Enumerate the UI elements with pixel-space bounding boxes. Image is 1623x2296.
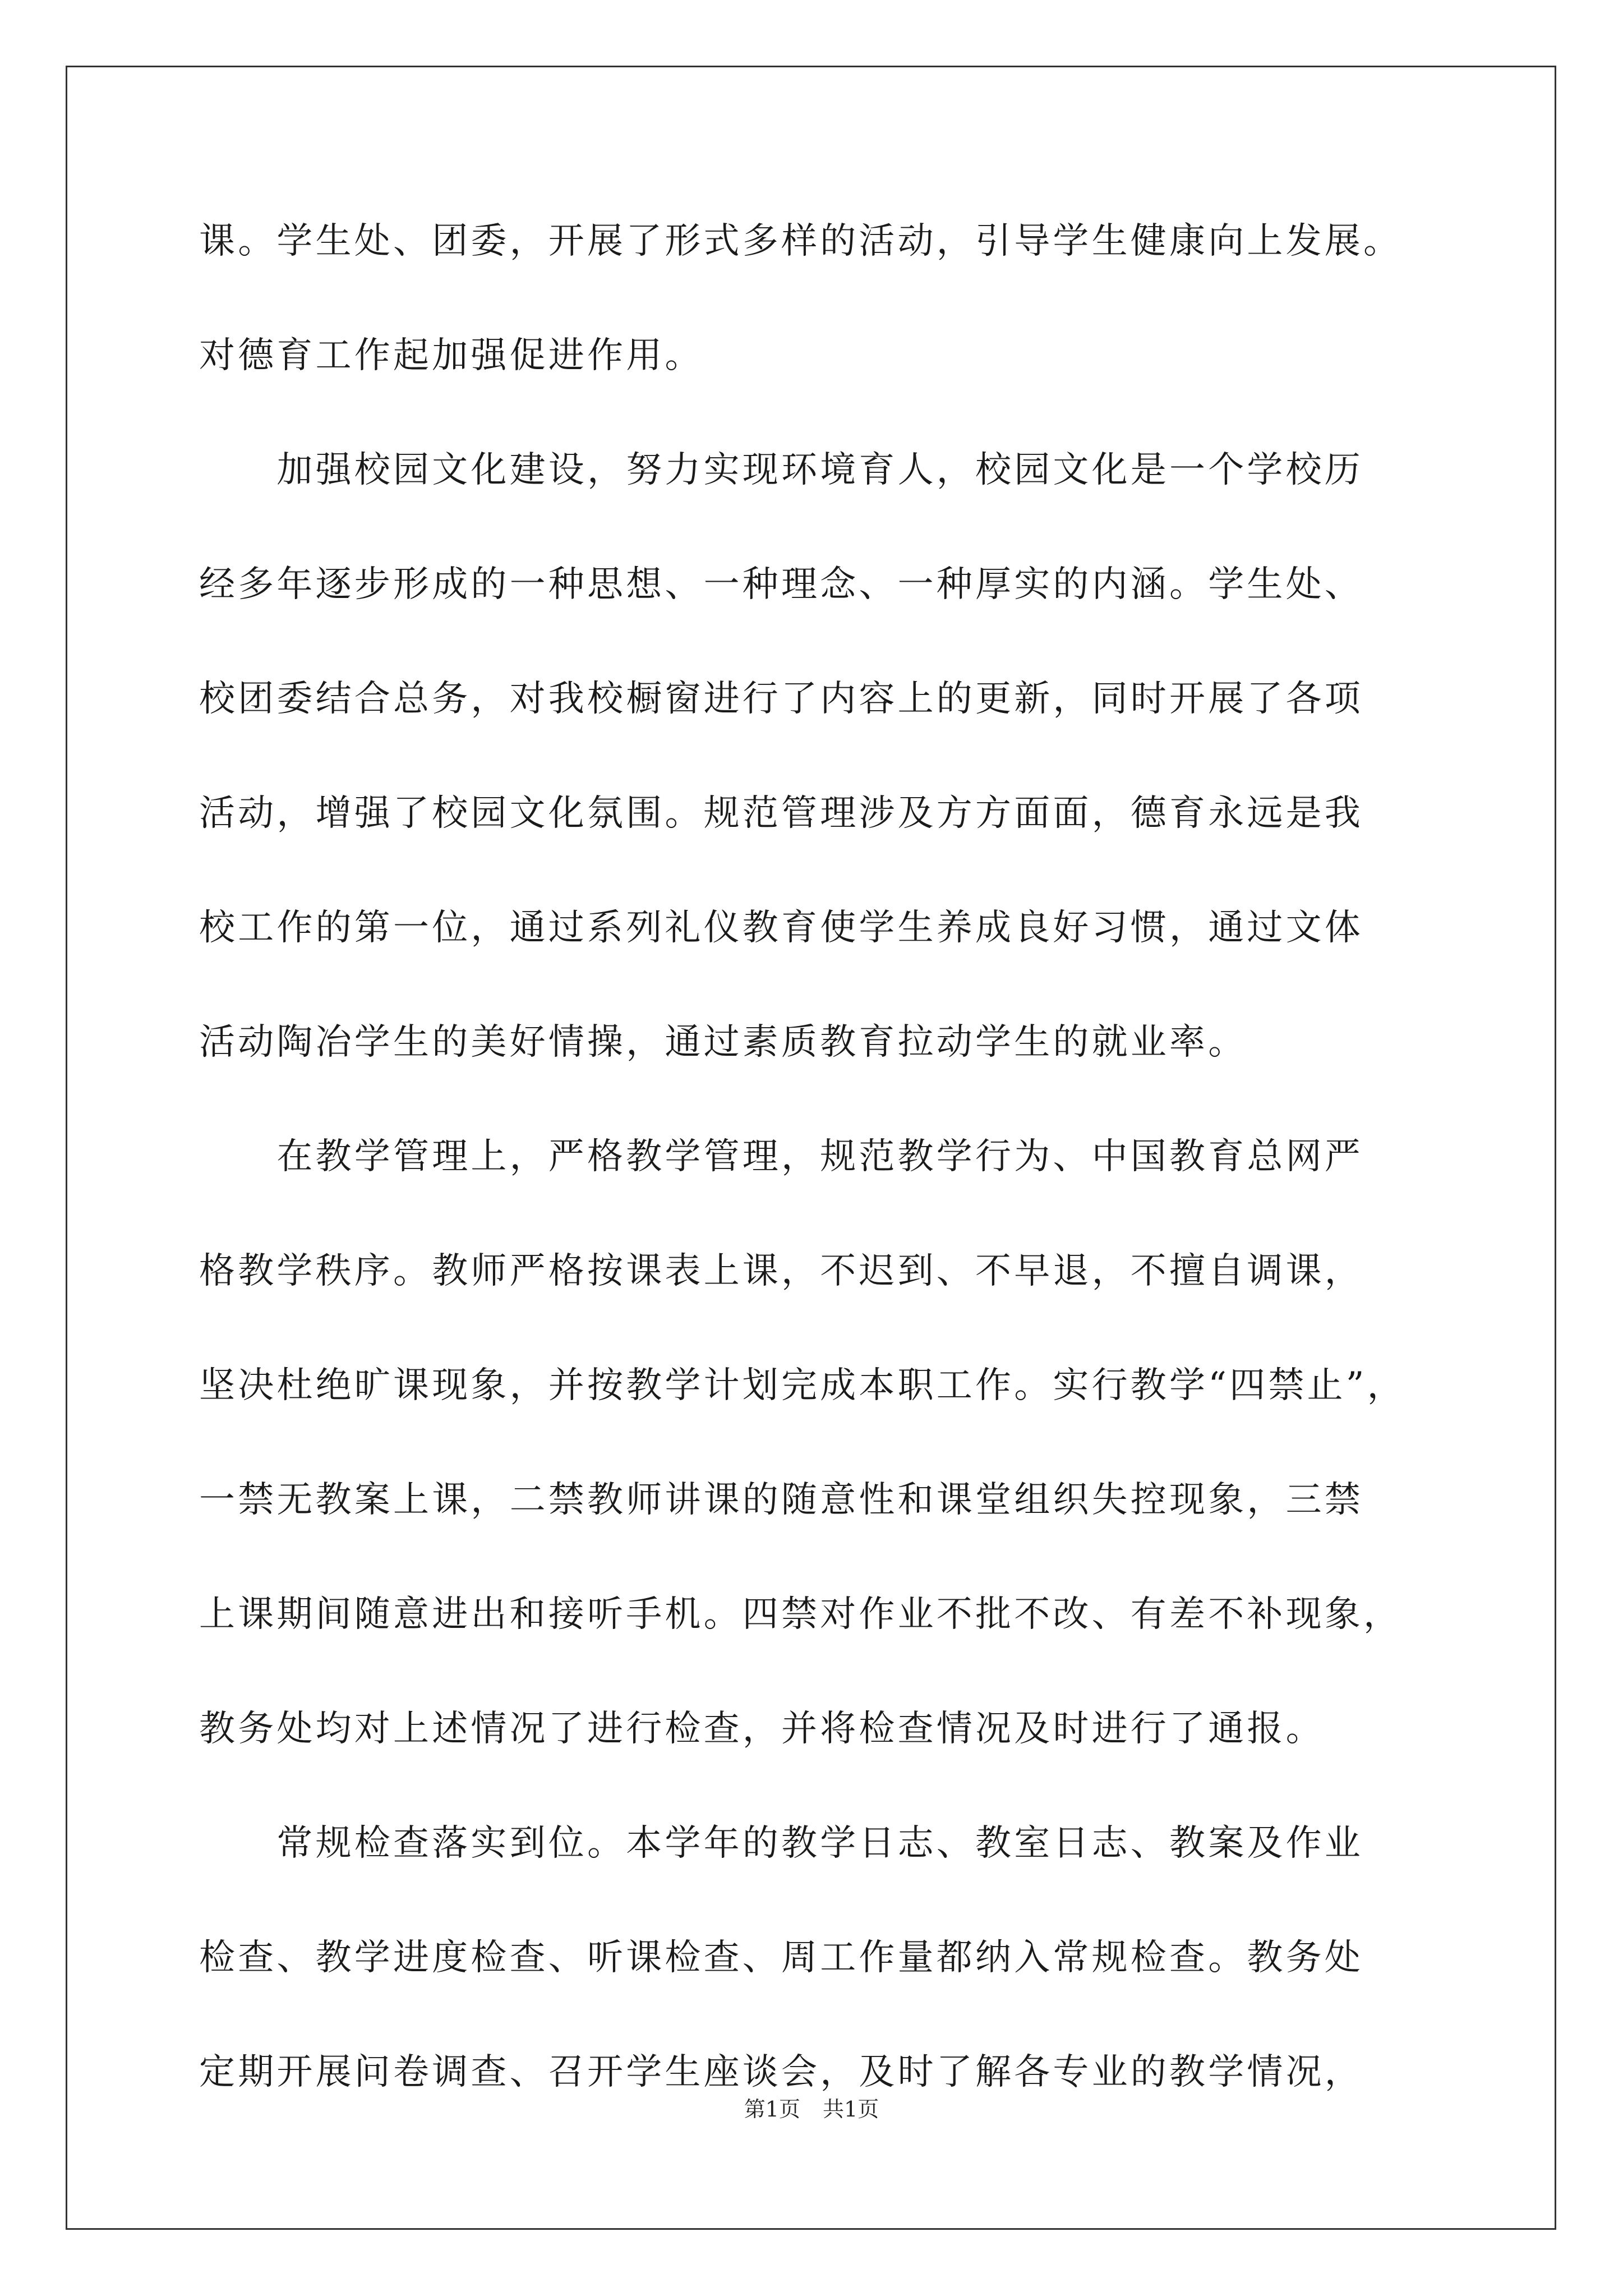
text-line: 上课期间随意进出和接听手机。四禁对作业不批不改、有差不补现象， (199, 1594, 1403, 1635)
text-line: 校团委结合总务，对我校橱窗进行了内容上的更新，同时开展了各项 (199, 678, 1363, 720)
page-number: 第1页 (744, 2097, 800, 2122)
text-line: 格教学秩序。教师严格按课表上课，不迟到、不早退，不擅自调课， (199, 1250, 1363, 1292)
text-line: 校工作的第一位，通过系列礼仪教育使学生养成良好习惯，通过文体 (199, 907, 1363, 949)
document-body (199, 213, 1461, 2159)
paragraph-start-line: 在教学管理上，严格教学管理，规范教学行为、中国教育总网严 (199, 1136, 1363, 1177)
text-line: 活动，增强了校园文化氛围。规范管理涉及方方面面，德育永远是我 (199, 793, 1363, 834)
text-line: 坚决杜绝旷课现象，并按教学计划完成本职工作。实行教学“四禁止”， (199, 1365, 1406, 1406)
page-footer (0, 2095, 1623, 2123)
paragraph-start-line: 常规检查落实到位。本学年的教学日志、教室日志、教案及作业 (199, 1823, 1363, 1864)
text-line: 活动陶冶学生的美好情操，通过素质教育拉动学生的就业率。 (199, 1022, 1247, 1063)
text-line: 经多年逐步形成的一种思想、一种理念、一种厚实的内涵。学生处、 (199, 564, 1363, 605)
page-total: 共1页 (823, 2097, 879, 2122)
text-line: 对德育工作起加强促进作用。 (199, 335, 704, 376)
text-line: 一禁无教案上课，二禁教师讲课的随意性和课堂组织失控现象，三禁 (199, 1479, 1363, 1521)
text-line: 课。学生处、团委，开展了形式多样的活动，引导学生健康向上发展。 (199, 220, 1403, 262)
text-line: 定期开展问卷调查、召开学生座谈会，及时了解各专业的教学情况， (199, 2051, 1363, 2093)
paragraph-start-line: 加强校园文化建设，努力实现环境育人，校园文化是一个学校历 (199, 449, 1363, 491)
text-line: 检查、教学进度检查、听课检查、周工作量都纳入常规检查。教务处 (199, 1937, 1363, 1978)
text-line: 教务处均对上述情况了进行检查，并将检查情况及时进行了通报。 (199, 1708, 1325, 1750)
